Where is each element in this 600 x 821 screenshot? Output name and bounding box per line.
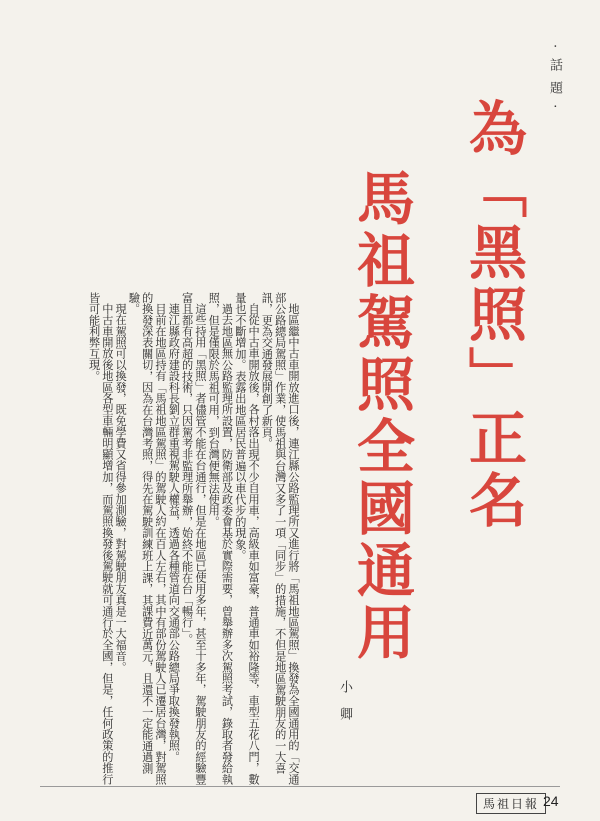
paragraph: 過去地區無公路監理所設置，防衛部及政委會基於實際需要，曾舉辦多次駕照考試，錄取者發給執照，但是僅限於馬祖可用，到台灣便無法使用。 xyxy=(207,292,234,785)
footer-divider xyxy=(40,786,560,787)
headline-line-1: 為「黑照」正名 xyxy=(459,98,527,532)
paragraph: 連江縣政府建設科長劉立群重視駕駛人權益，透過各種管道向交通部公路總局爭取換發執照。 xyxy=(167,303,181,763)
page-number: 24 xyxy=(543,793,559,809)
section-tag: ·話題· xyxy=(547,44,562,119)
article-body xyxy=(60,292,300,788)
paragraph: 這些持用「黑照」者儘管不能在台通行，但是在地區已使用多年，甚至十多年，駕駛朋友的經驗豐富且都有高超的技術，只因駕考非監理所舉辦，始終不能在台「暢行」。 xyxy=(180,292,207,785)
publication-logo: 馬祖日報 xyxy=(476,793,546,814)
paragraph: 中古車開放後地區各型車輛明顯增加，而駕照換發後駕駛就可通行於全國，但是，任何政策的推行皆可能利弊互現。 xyxy=(87,292,114,785)
headline-line-2: 馬祖駕照全國通用 xyxy=(347,168,415,664)
author-byline: 小卿 xyxy=(337,680,352,734)
paragraph: 現在駕照可以換發，既免學費又省得參加測驗，對駕駛朋友真是一大福音。 xyxy=(114,303,128,673)
paragraph: 目前在地區持有「馬祖地區駕照」的駕駛人約在百人左右，其中有部份駕駛人已遷居台灣，對駕照的換發深表關切，因為在台灣考照，得先在駕駛訓練班上課，其課費近萬元，且還不一定能通過測驗。 xyxy=(127,292,168,785)
paragraph: 地區繼中古車開放進口後，連江縣公路監理所又進行將「馬祖地區駕照」換發為全國通用的「交通部公路總局駕照」作業，使馬祖與台灣又多了一項「同步」的措施，不但是地區駕駛朋友的一大喜訊，更為交通發展開創了新頁。 xyxy=(260,292,300,785)
paragraph: 自從中古車開放後，各村落出現不少自用車，高級車如富豪，普通車如裕隆等，車型五花八門，數量也不斷增加。表露出地區居民普遍以車代步的現象。 xyxy=(233,292,261,785)
